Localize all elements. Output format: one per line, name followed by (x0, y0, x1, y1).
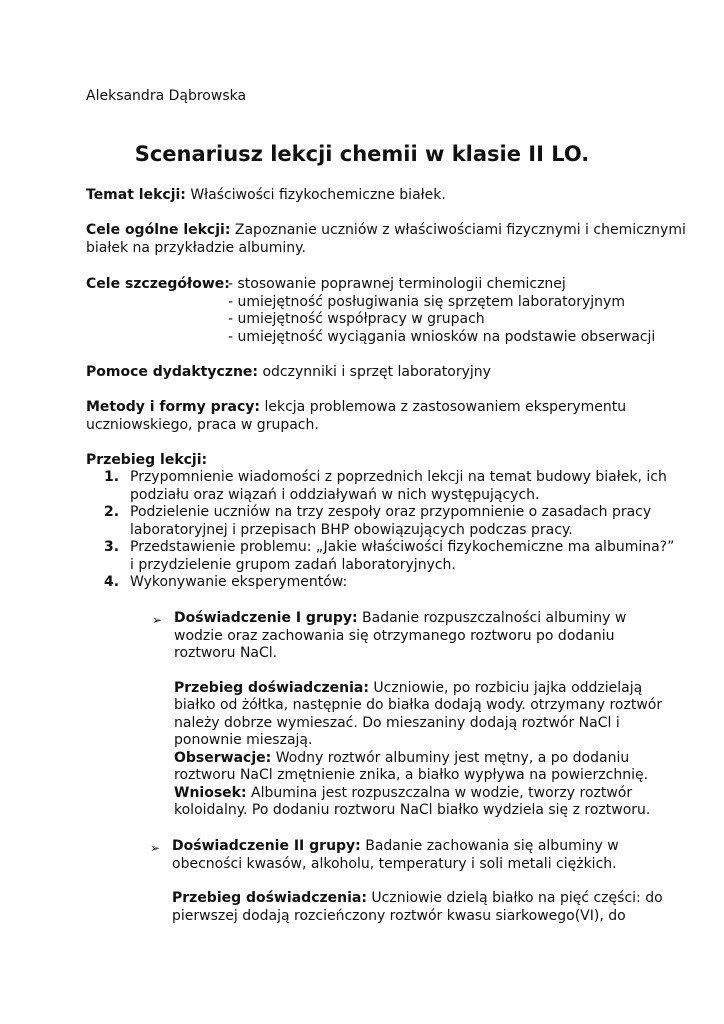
step-number: 3. (104, 539, 120, 555)
aids-value: odczynniki i sprzęt laboratoryjny (262, 364, 491, 380)
step-number: 2. (104, 504, 120, 520)
arrow-bullet-icon: ➢ (150, 841, 161, 855)
course-step (86, 539, 675, 574)
step-line1: Wykonywanie eksperymentów: (130, 574, 348, 590)
experiment2-procedure-l2: pierwszej dodają rozcieńczony roztwór kwasu siarkowego(VI), do (172, 907, 626, 924)
experiment1-conclusion-label: Wniosek: (174, 784, 247, 801)
detailed-goal-item: - stosowanie poprawnej terminologii chemicznej (228, 276, 566, 292)
general-goals-section (86, 222, 686, 257)
experiment1-procedure-l3: należy dobrze wymieszać. Do mieszaniny dodają roztwór NaCl i (174, 714, 620, 731)
experiment1-section (174, 610, 663, 820)
step-line2: i przydzielenie grupom zadań laboratoryjnych. (130, 556, 456, 573)
detailed-goal-item: - umiejętność wyciągania wniosków na podstawie obserwacji (228, 328, 656, 345)
experiment1-conclusion-l2: koloidalny. Po dodaniu roztworu NaCl białko wydziela się z roztworu. (174, 802, 651, 818)
step-line2: podziału oraz wiązań i oddziaływań w nich występujących. (130, 486, 540, 503)
experiment2-line1: Badanie zachowania się albuminy w (365, 838, 619, 854)
aids-label: Pomoce dydaktyczne: (86, 364, 259, 380)
document-title: Scenariusz lekcji chemii w klasie II LO. (134, 142, 590, 166)
topic-label: Temat lekcji: (86, 187, 186, 203)
course-step (86, 574, 656, 592)
author-name: Aleksandra Dąbrowska (86, 88, 247, 104)
course-label: Przebieg lekcji: (86, 452, 208, 468)
step-line2: laboratoryjnej i przepisach BHP obowiązujących podczas pracy. (130, 521, 573, 538)
experiment1-line3: roztworu NaCl. (174, 645, 278, 661)
arrow-bullet-icon: ➢ (152, 613, 163, 627)
topic-value: Właściwości fizykochemiczne białek. (190, 187, 446, 203)
experiment2-procedure-l1: Uczniowie dzielą białko na pięć części: do (371, 890, 663, 906)
general-goals-line1: Zapoznanie uczniów z właściwościami fizycznymi i chemicznymi (234, 222, 686, 238)
detailed-goals-label: Cele szczegółowe: (86, 276, 230, 292)
experiment1-procedure-l4: ponownie mieszają. (174, 732, 313, 748)
experiment1-line2: wodzie oraz zachowania się otrzymanego roztworu po dodaniu (174, 627, 615, 644)
experiment1-procedure-label: Przebieg doświadczenia: (174, 679, 369, 696)
step-line1: Przypomnienie wiadomości z poprzednich lekcji na temat budowy białek, ich (130, 469, 667, 485)
methods-line2: uczniowskiego, praca w grupach. (86, 416, 319, 433)
experiment2-section (172, 838, 663, 925)
experiment1-line1: Badanie rozpuszczalności albuminy w (362, 610, 627, 626)
experiment1-conclusion-l1: Albumina jest rozpuszczalna w wodzie, tworzy roztwór (251, 784, 633, 801)
detailed-goals-list (228, 276, 656, 346)
methods-section (86, 399, 646, 434)
experiment1-label: Doświadczenie I grupy: (174, 610, 358, 626)
step-line1: Podzielenie uczniów na trzy zespoły oraz przypomnienie o zasadach pracy (130, 504, 652, 520)
experiment2-label: Doświadczenie II grupy: (172, 838, 361, 854)
course-step (86, 469, 667, 504)
general-goals-line2: białek na przykładzie albuminy. (86, 239, 306, 256)
experiment1-procedure-l1: Uczniowie, po rozbiciu jajka oddzielają (373, 679, 643, 696)
general-goals-label: Cele ogólne lekcji: (86, 222, 231, 238)
experiment2-procedure-label: Przebieg doświadczenia: (172, 890, 367, 906)
experiment1-observations-l2: roztworu NaCl zmętnienie znika, a białko wypływa na powierzchnię. (174, 767, 649, 783)
experiment1-observations-l1: Wodny roztwór albuminy jest mętny, a po dodaniu (275, 749, 630, 766)
detailed-goal-item: - umiejętność posługiwania się sprzętem laboratoryjnym (228, 293, 625, 310)
topic-section (86, 187, 646, 205)
course-step (86, 504, 656, 539)
experiment2-line2: obecności kwasów, alkoholu, temperatury i soli metali ciężkich. (172, 855, 617, 872)
detailed-goal-item: - umiejętność współpracy w grupach (228, 311, 485, 327)
step-number: 4. (104, 574, 120, 590)
methods-line1: lekcja problemowa z zastosowaniem eksperymentu (264, 399, 627, 415)
experiment1-procedure-l2: białko od żółtka, następnie do białka dodają wody. otrzymany roztwór (174, 697, 663, 713)
course-steps (86, 469, 675, 592)
step-line1: Przedstawienie problemu: „Jakie właściwości fizykochemiczne ma albumina?” (130, 539, 675, 555)
aids-section (86, 364, 646, 382)
methods-label: Metody i formy pracy: (86, 399, 261, 415)
experiment1-observations-label: Obserwacje: (174, 749, 272, 766)
step-number: 1. (104, 469, 120, 485)
